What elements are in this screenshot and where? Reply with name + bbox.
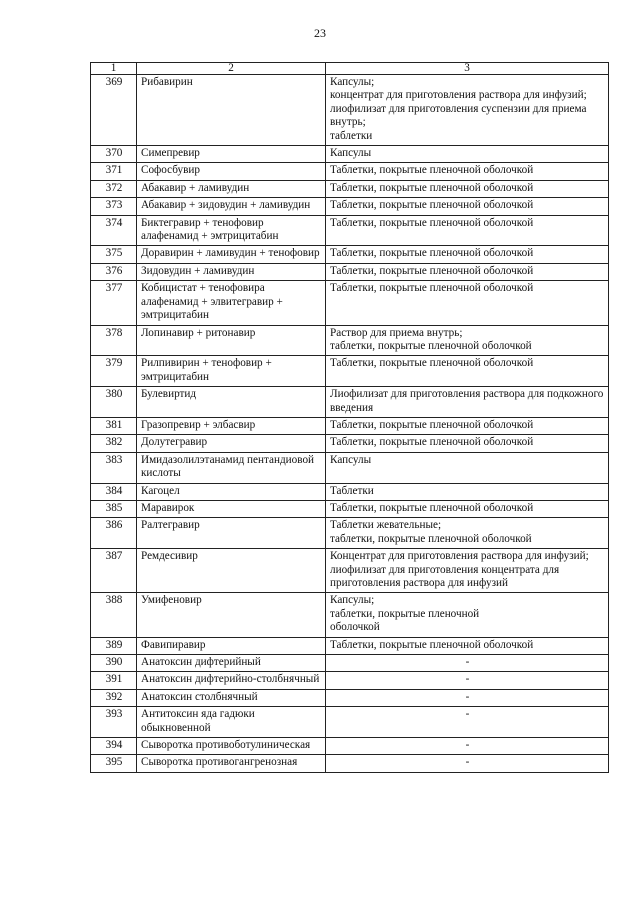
drug-name: Рилпивирин + тенофовир + эмтрицитабин (137, 356, 326, 387)
dosage-form: - (326, 672, 609, 689)
drug-name: Доравирин + ламивудин + тенофовир (137, 246, 326, 263)
row-number: 390 (91, 655, 137, 672)
drug-name: Лопинавир + ритонавир (137, 325, 326, 356)
row-number: 383 (91, 452, 137, 483)
table-row (91, 500, 609, 517)
drug-name: Сыворотка противоботулиническая (137, 738, 326, 755)
table-row (91, 263, 609, 280)
dosage-form: Таблетки, покрытые пленочной оболочкой (326, 180, 609, 197)
column-header-name: 2 (137, 63, 326, 75)
drug-name: Кагоцел (137, 483, 326, 500)
table-row (91, 198, 609, 215)
drug-name: Булевиртид (137, 387, 326, 418)
table-row (91, 707, 609, 738)
drug-name: Умифеновир (137, 593, 326, 637)
table-row (91, 146, 609, 163)
drug-name: Ремдесивир (137, 549, 326, 593)
drug-name: Фавипиравир (137, 637, 326, 654)
dosage-form: Таблетки, покрытые пленочной оболочкой (326, 198, 609, 215)
column-header-number: 1 (91, 63, 137, 75)
dosage-form: Капсулы (326, 146, 609, 163)
row-number: 388 (91, 593, 137, 637)
table-row (91, 452, 609, 483)
table-row (91, 549, 609, 593)
table-row (91, 483, 609, 500)
table-header-row (91, 63, 609, 75)
dosage-form: Таблетки жевательные; таблетки, покрытые пленочной оболочкой (326, 518, 609, 549)
drug-name: Абакавир + ламивудин (137, 180, 326, 197)
row-number: 371 (91, 163, 137, 180)
drug-name: Анатоксин столбнячный (137, 689, 326, 706)
dosage-form: - (326, 655, 609, 672)
drug-name: Рибавирин (137, 75, 326, 146)
dosage-form: Капсулы; таблетки, покрытые пленочной оболочкой (326, 593, 609, 637)
row-number: 389 (91, 637, 137, 654)
drug-name: Кобицистат + тенофовира алафенамид + элвитегравир + эмтрицитабин (137, 281, 326, 325)
drug-name: Абакавир + зидовудин + ламивудин (137, 198, 326, 215)
dosage-form: Раствор для приема внутрь; таблетки, покрытые пленочной оболочкой (326, 325, 609, 356)
row-number: 373 (91, 198, 137, 215)
drug-name: Симепревир (137, 146, 326, 163)
row-number: 380 (91, 387, 137, 418)
row-number: 378 (91, 325, 137, 356)
table-row (91, 738, 609, 755)
dosage-form: Таблетки, покрытые пленочной оболочкой (326, 246, 609, 263)
dosage-form: - (326, 707, 609, 738)
drug-name: Анатоксин дифтерийно-столбнячный (137, 672, 326, 689)
table-row (91, 672, 609, 689)
dosage-form: Таблетки, покрытые пленочной оболочкой (326, 163, 609, 180)
table-row (91, 417, 609, 434)
dosage-form: Капсулы; концентрат для приготовления раствора для инфузий; лиофилизат для приготовления суспензии для приема внутрь; таблетки (326, 75, 609, 146)
drug-name: Софосбувир (137, 163, 326, 180)
dosage-form: Концентрат для приготовления раствора для инфузий; лиофилизат для приготовления концентрата для приготовления раствора для инфузий (326, 549, 609, 593)
table-row (91, 180, 609, 197)
row-number: 379 (91, 356, 137, 387)
row-number: 395 (91, 755, 137, 772)
table-row (91, 655, 609, 672)
dosage-form: Таблетки, покрытые пленочной оболочкой (326, 500, 609, 517)
row-number: 376 (91, 263, 137, 280)
row-number: 369 (91, 75, 137, 146)
dosage-form: Таблетки, покрытые пленочной оболочкой (326, 637, 609, 654)
drug-name: Гразопревир + элбасвир (137, 417, 326, 434)
dosage-form: Таблетки (326, 483, 609, 500)
row-number: 375 (91, 246, 137, 263)
page-number: 23 (314, 26, 326, 40)
dosage-form: Таблетки, покрытые пленочной оболочкой (326, 263, 609, 280)
table-row (91, 637, 609, 654)
row-number: 385 (91, 500, 137, 517)
dosage-form: Таблетки, покрытые пленочной оболочкой (326, 356, 609, 387)
drug-name: Анатоксин дифтерийный (137, 655, 326, 672)
drug-name: Имидазолилэтанамид пентандиовой кислоты (137, 452, 326, 483)
row-number: 393 (91, 707, 137, 738)
table-row (91, 246, 609, 263)
dosage-form: - (326, 755, 609, 772)
drug-name: Сыворотка противогангренозная (137, 755, 326, 772)
table-row (91, 387, 609, 418)
dosage-form: - (326, 738, 609, 755)
table-row (91, 435, 609, 452)
table-row (91, 281, 609, 325)
row-number: 387 (91, 549, 137, 593)
table-row (91, 356, 609, 387)
row-number: 384 (91, 483, 137, 500)
table-row (91, 518, 609, 549)
row-number: 372 (91, 180, 137, 197)
table-row (91, 755, 609, 772)
row-number: 391 (91, 672, 137, 689)
drug-name: Антитоксин яда гадюки обыкновенной (137, 707, 326, 738)
table-row (91, 689, 609, 706)
dosage-form: Лиофилизат для приготовления раствора для подкожного введения (326, 387, 609, 418)
table-row (91, 593, 609, 637)
drug-name: Долутегравир (137, 435, 326, 452)
dosage-form: Таблетки, покрытые пленочной оболочкой (326, 417, 609, 434)
dosage-form: Таблетки, покрытые пленочной оболочкой (326, 435, 609, 452)
table-row (91, 75, 609, 146)
table-row (91, 215, 609, 246)
row-number: 382 (91, 435, 137, 452)
table-row (91, 163, 609, 180)
dosage-form: Таблетки, покрытые пленочной оболочкой (326, 281, 609, 325)
row-number: 377 (91, 281, 137, 325)
drug-name: Биктегравир + тенофовир алафенамид + эмтрицитабин (137, 215, 326, 246)
drug-name: Маравирок (137, 500, 326, 517)
drug-name: Ралтегравир (137, 518, 326, 549)
dosage-form: Таблетки, покрытые пленочной оболочкой (326, 215, 609, 246)
dosage-form: Капсулы (326, 452, 609, 483)
row-number: 370 (91, 146, 137, 163)
dosage-form: - (326, 689, 609, 706)
table-row (91, 325, 609, 356)
row-number: 394 (91, 738, 137, 755)
row-number: 381 (91, 417, 137, 434)
column-header-form: 3 (326, 63, 609, 75)
row-number: 392 (91, 689, 137, 706)
row-number: 386 (91, 518, 137, 549)
row-number: 374 (91, 215, 137, 246)
drug-name: Зидовудин + ламивудин (137, 263, 326, 280)
drug-table (90, 62, 609, 773)
